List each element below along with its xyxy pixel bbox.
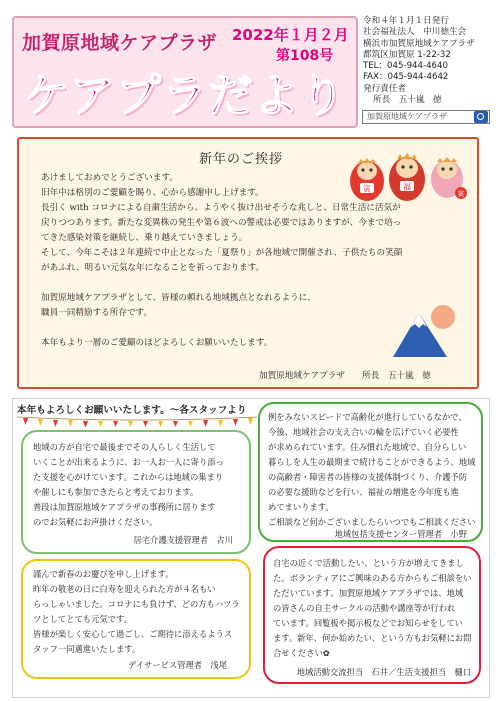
greeting-body [41, 171, 403, 351]
card-line: 地域の方が自宅で最後までその人らしく生活して [33, 442, 216, 452]
daruma-icon [389, 153, 425, 201]
card-line: ご相談など何かございましたらいつでもご相談ください [268, 517, 476, 527]
staff-card-volunteer [263, 546, 481, 684]
daruma-icon [431, 157, 467, 199]
greeting-line: 職員一同精励する所存です。 [41, 308, 153, 318]
greeting-line: があふれ、明るい元気な年になることを祈っております。 [41, 263, 265, 273]
daruma-label: 寅 [457, 190, 465, 198]
greeting-line: 長引く with コロナによる自粛生活から、ようやく抜け出せそうな兆しと、日常生活に活気が [41, 203, 401, 213]
card-line: 皆様が楽しく安心して過ごし、ご期待に添えるようス [33, 629, 233, 639]
card-line: 今後、地域社会の支え合いの輪を広げていく必要性 [268, 427, 459, 437]
publisher-line: 社会福祉法人 中川徳生会 [363, 27, 467, 38]
publisher-info [363, 16, 493, 106]
card-signature: 地域包括支援センター管理者 小野 [334, 529, 467, 539]
staff-messages-section [12, 398, 490, 698]
card-line: 自宅の近くで活動したい、という方が増えてきまし [273, 558, 464, 568]
daruma-label: 寅 [363, 184, 371, 194]
card-text [268, 410, 475, 530]
search-text: 加賀原地域ケアプラザ [367, 112, 447, 121]
staff-section-title: 本年もよろしくお願いいたします。～各スタッフより [17, 405, 247, 416]
card-line: た支援を心がけています。これからは地域の集まり [33, 472, 224, 482]
search-icon[interactable] [474, 111, 488, 123]
card-line: た。ボランティアにご興味のある方からもご相談をい [273, 573, 472, 583]
card-text [33, 440, 224, 530]
greeting-line: そして、今年こそは２年連続で中止となった「夏祭り」が各地域で開催され、子供たちの笑顔 [41, 248, 403, 258]
mount-fuji-illustration [391, 299, 461, 359]
card-line: の高齢者・障害者の皆様の支援体制づくり、介護予防 [268, 472, 468, 482]
new-year-greeting [17, 137, 479, 389]
daruma-illustration [349, 145, 469, 205]
card-text [273, 556, 471, 661]
greeting-line: 加賀原地域ケアプラザとして、皆様の頼れる地域拠点となれるように、 [41, 293, 316, 303]
card-text [33, 567, 240, 657]
greeting-line: てきた感染対策を継続し、乗り越えていきましょう。 [41, 233, 248, 243]
card-line: ツとしてとても元気です。 [33, 614, 132, 624]
card-line: の皆さんの自主サークルの活動や講座等が行われ [273, 603, 456, 613]
card-line: 昨年の敬老の日に白寿を迎えられた方が４名もい [33, 584, 216, 594]
card-line: 謹んで新春のお慶びを申し上げます。 [33, 569, 174, 579]
card-signature: 地域活動交流担当 石井／生活支援担当 樋口 [296, 667, 471, 677]
publisher-line: 発行責任者 [363, 83, 406, 94]
card-line: ます。新年、何か始めたい、という方もお気軽にお問 [273, 633, 472, 643]
card-line: のでお気軽にお声掛けください。 [33, 517, 158, 527]
card-signature: デイサービス管理者 浅尾 [128, 660, 227, 670]
card-line: めてまいります。 [268, 502, 334, 512]
card-signature: 居宅介護支援管理者 古川 [133, 535, 233, 545]
greeting-line: 本年もより一層のご愛顧のほどよろしくお願いいたします。 [41, 338, 273, 348]
card-line: 普段は加賀原地域ケアプラザの事務所に居ります [33, 502, 216, 512]
publisher-line: 都筑区加賀原 1-22-32 [363, 49, 451, 60]
issue-number: 第108号 [276, 48, 334, 64]
facility-name: 加賀原地域ケアプラザ [22, 32, 218, 54]
card-line: 例をみないスピードで高齢化が進行しているなかで、 [268, 412, 467, 422]
card-line: が求められています。住み慣れた地域で、自分らしい [268, 442, 467, 452]
daruma-label: 福 [403, 182, 411, 192]
greeting-line: 旧年中は格別のご愛顧を賜り、心から感謝申し上げます。 [41, 188, 264, 198]
greeting-line: あけましておめでとうございます。 [41, 173, 178, 183]
card-line: いくことが出来るように、お一人お一人に寄り添っ [33, 457, 224, 467]
publisher-line: FAX：045-944-4642 [363, 72, 449, 83]
card-line: 暮らしを人生の最期まで続けることができるよう、地域 [268, 457, 476, 467]
card-line: タッフ一同邁進いたします。 [33, 644, 141, 654]
publisher-line: 令和４年１月１日発行 [363, 16, 449, 26]
card-line: の必要な援助などを行い、福祉の増進を今年度も進 [268, 487, 459, 497]
greeting-title: 新年のご挨拶 [199, 152, 284, 167]
greeting-line: 戻りつつあります。新たな変異株の発生や第６波への警戒は必要ではありますが、今まで培っ [41, 218, 402, 228]
greeting-signature: 加賀原地域ケアプラザ 所長 五十嵐 徳 [259, 371, 431, 381]
publisher-line: TEL：045-944-4640 [363, 61, 448, 72]
newsletter-title: ケアプラだより [24, 69, 347, 122]
issue-date: 2022年１月２月 [232, 26, 349, 44]
publisher-line: 所長 五十嵐 徳 [373, 95, 442, 106]
card-line: らっしゃいました。コロナにも負けず、どの方もハツラ [33, 599, 240, 609]
card-line: 合せください✿ [273, 648, 330, 658]
bunting-decoration [17, 415, 257, 427]
card-line: や催しにも参加できたらと考えております。 [33, 487, 199, 497]
search-box[interactable] [362, 110, 490, 124]
card-line: ています。回覧板や掲示板などでお知らせをしてい [273, 618, 463, 628]
staff-card-community-support [258, 402, 483, 542]
daruma-icon [350, 158, 384, 201]
publisher-line: 横浜市加賀原地域ケアプラザ [363, 38, 475, 49]
staff-card-care-manager [21, 430, 251, 554]
staff-card-day-service [21, 559, 251, 679]
newsletter-header [12, 16, 358, 128]
card-line: ただいています。加賀原地域ケアプラザでは、地域 [273, 588, 464, 598]
